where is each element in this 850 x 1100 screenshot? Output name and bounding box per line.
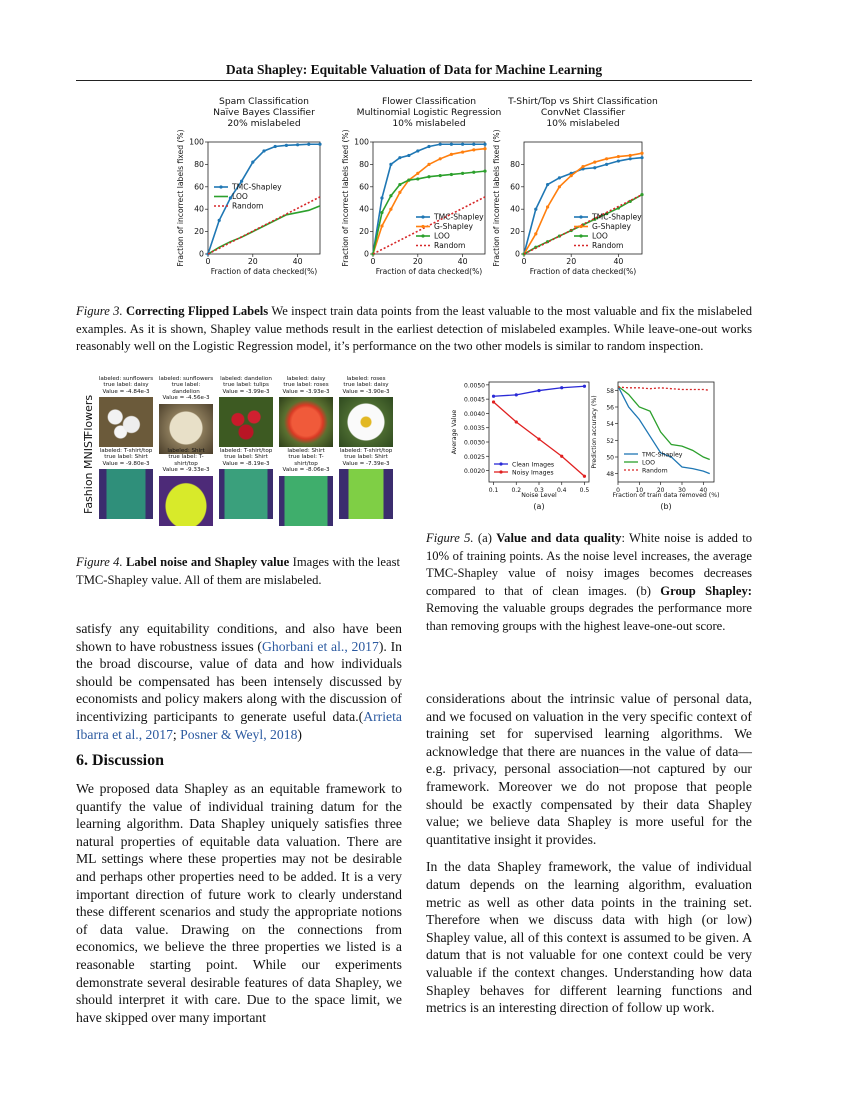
chart-1-ytick-label-1: 20 (359, 227, 369, 237)
chart-3-series-1-point-3 (560, 455, 563, 458)
chart-4-xtick-label-1: 10 (635, 487, 644, 494)
chart-3-ytick-label-6: 0.0050 (464, 382, 485, 390)
chart-1-series-0-point-4 (407, 154, 410, 157)
chart-3-xtick-label-0: 0.1 (488, 487, 499, 494)
chart-1-series-2-point-4 (407, 178, 410, 181)
chart-3-legend-marker-0 (499, 462, 502, 465)
flowers-thumb-4 (338, 376, 394, 447)
chart-0-ytick-label-4: 80 (194, 159, 204, 169)
chart-2-series-0-point-2 (546, 183, 549, 186)
fashion-thumb-4-image (339, 469, 393, 519)
flowers-thumb-2 (218, 376, 274, 447)
flowers-thumb-2-line1: labeled: dandelion (220, 376, 272, 382)
figure-5-label: Figure 5. (426, 531, 474, 545)
chart-0-legend-label-2: Random (232, 201, 264, 211)
fashion-thumb-3 (278, 448, 334, 526)
chart-0-ytick-label-0: 0 (199, 249, 204, 259)
fashion-thumb-1-line2: true label: T-shirt/top (168, 454, 204, 467)
chart-0-ylabel: Fraction of incorrect labels fixed (%) (176, 129, 185, 267)
right-paragraph-2: In the data Shapley framework, the value of individual datum depends on the learning algorithm, evaluation metric as well as other data points in the training set. Therefore when we discuss data with high (or low) Shapley value, all of this context is assumed to be given. A datum that is not valuable for one context could be very valuable if the context changes. Understanding how data Shapley behaves for different learning functions and metrics is an interesting direction of follow up work. (426, 859, 752, 1016)
fashion-thumb-2-line1: labeled: T-shirt/top (219, 448, 273, 454)
chart-0-title-line-2: 20% mislabeled (227, 118, 301, 129)
flowers-thumb-3 (278, 376, 334, 447)
chart-3-legend-marker-1 (499, 470, 502, 473)
chart-2-legend-label-3: Random (592, 241, 624, 251)
chart-1-series-2-point-8 (450, 173, 453, 176)
chart-4-ytick-label-3: 54 (606, 421, 614, 429)
chart-0-series-1-line (208, 206, 320, 254)
chart-0-series-0-point-1 (218, 219, 221, 222)
chart-0-xtick-label-1: 20 (247, 257, 258, 266)
chart-2-series-1-point-6 (593, 161, 596, 164)
chart-3-series-1-point-2 (537, 438, 540, 441)
chart-3-xtick-label-4: 0.5 (579, 487, 590, 494)
chart-2-series-0-point-1 (534, 208, 537, 211)
chart-4-ytick-label-0: 48 (606, 471, 614, 479)
chart-0-ytick-label-3: 60 (194, 182, 204, 192)
fashion-thumb-4-line1: labeled: T-shirt/top (339, 448, 393, 454)
chart-2-series-1-point-7 (605, 157, 608, 160)
fashion-thumb-1 (158, 448, 214, 526)
flowers-thumb-3-image (279, 397, 333, 447)
chart-1-series-2-point-10 (472, 171, 475, 174)
chart-1-legend-label-1: G-Shapley (434, 222, 474, 232)
figure-3-title: Correcting Flipped Labels (125, 304, 269, 318)
flowers-thumb-1-line3: Value = -4.56e-3 (162, 395, 210, 402)
chart-3-ytick-label-5: 0.0045 (464, 396, 485, 404)
citation-ghorbani[interactable]: Ghorbani et al., 2017 (261, 638, 379, 654)
chart-0-title-line-0: Spam Classification (219, 96, 309, 107)
chart-3-ytick-label-0: 0.0020 (464, 468, 485, 476)
chart-2-legend-label-1: G-Shapley (592, 222, 632, 232)
chart-3-series-0-point-3 (560, 386, 563, 389)
fashion-thumb-3-image (279, 476, 333, 526)
chart-0-ytick-label-2: 40 (194, 204, 204, 214)
chart-4-series-0-line (618, 386, 710, 474)
chart-4-legend-label-0: TMC-Shapley (642, 451, 683, 459)
chart-4-series-2-line (618, 387, 710, 390)
chart-4-legend-label-2: Random (642, 467, 668, 475)
flowers-thumb-4-line2: true label: daisy (343, 382, 389, 389)
fashion-thumb-4-line3: Value = -7.39e-3 (342, 460, 390, 467)
left-p1-text-c: ) (297, 726, 302, 742)
header-rule (76, 80, 752, 81)
chart-2-series-0-point-9 (629, 157, 632, 160)
flowers-thumb-3-line1: labeled: daisy (286, 376, 326, 382)
chart-2-title-line-1: ConvNet Classifier (540, 107, 626, 118)
chart-1-series-2-point-2 (389, 194, 392, 197)
chart-4-legend-label-1: LOO (642, 459, 655, 467)
chart-0-xtick-label-2: 40 (292, 257, 303, 266)
chart-1-legend-label-3: Random (434, 241, 466, 251)
chart-3-ytick-label-1: 0.0025 (464, 453, 485, 461)
fashion-thumb-4 (338, 448, 394, 519)
page-header: Data Shapley: Equitable Valuation of Data for Machine Learning (225, 62, 603, 77)
chart-1-series-0-point-8 (450, 143, 453, 146)
left-paragraph-1 (76, 620, 402, 743)
chart-1-xtick-label-2: 40 (457, 257, 468, 266)
fashion-thumb-1-line1: labeled: Shirt (167, 448, 205, 454)
chart-1-series-2-point-6 (427, 175, 430, 178)
chart-1-series-0-point-11 (483, 143, 486, 146)
fashion-thumb-3-line1: labeled: Shirt (287, 448, 325, 454)
chart-1-series-2-point-1 (380, 211, 383, 214)
chart-0-series-0-point-10 (318, 143, 321, 146)
chart-1-xtick-label-0: 0 (370, 257, 376, 266)
chart-4-ytick-label-5: 58 (606, 387, 614, 395)
fashion-thumb-3-line3: Value = -8.06e-3 (282, 467, 330, 474)
figure-5-pre: (a) (473, 531, 497, 545)
chart-1-series-1-point-1 (380, 224, 383, 227)
chart-2-xlabel: Fraction of data checked(%) (529, 267, 637, 276)
chart-1-title-line-0: Flower Classification (381, 96, 477, 107)
chart-0-legend-marker-0 (219, 185, 222, 188)
chart-2-series-1-point-5 (581, 165, 584, 168)
chart-2-series-0-line (524, 158, 642, 254)
fashion-thumb-0-line1: labeled: T-shirt/top (99, 448, 153, 454)
chart-1-series-1-point-3 (398, 191, 401, 194)
chart-2-series-1-point-4 (570, 174, 573, 177)
chart-1-series-1-point-10 (472, 148, 475, 151)
fashion-thumb-0-line2: true label: Shirt (104, 454, 148, 461)
left-p1-sep: ; (172, 726, 181, 742)
chart-2-legend-marker-1 (579, 225, 582, 228)
fashion-thumb-2-line2: true label: Shirt (224, 454, 268, 461)
figure-4-text: Images with the least TMC-Shapley value. All of them are mislabeled. (76, 555, 400, 587)
chart-3-ytick-label-3: 0.0035 (464, 425, 485, 433)
chart-1-series-1-point-6 (427, 163, 430, 166)
right-column (426, 690, 752, 1027)
chart-2-ytick-label-4: 80 (510, 159, 520, 169)
chart-3-series-1-point-4 (583, 475, 586, 478)
chart-4-ytick-label-4: 56 (606, 404, 614, 412)
chart-1-ytick-label-0: 0 (364, 249, 369, 259)
chart-1-series-2-point-3 (398, 183, 401, 186)
chart-2-xtick-label-1: 20 (566, 257, 577, 266)
chart-4 (591, 382, 719, 511)
chart-0-legend-label-0: TMC-Shapley (232, 182, 282, 192)
chart-1-legend-label-0: TMC-Shapley (434, 212, 484, 222)
chart-1-series-0-point-7 (439, 143, 442, 146)
row-label-fashion-mnist: Fashion MNIST (82, 434, 95, 514)
chart-2-xtick-label-2: 40 (613, 257, 624, 266)
chart-1-ytick-label-3: 60 (359, 182, 369, 192)
chart-1-series-0-point-6 (427, 145, 430, 148)
chart-2-series-1-point-3 (558, 185, 561, 188)
fashion-thumb-0 (98, 448, 154, 519)
chart-2-ylabel: Fraction of incorrect labels fixed (%) (492, 129, 501, 267)
chart-3 (451, 382, 589, 511)
chart-1-legend-label-2: LOO (434, 231, 450, 241)
chart-4-series-1-line (618, 386, 710, 459)
chart-0-ytick-label-1: 20 (194, 227, 204, 237)
chart-1-series-0-point-2 (389, 163, 392, 166)
figure-3-caption (76, 303, 752, 356)
chart-4-xtick-label-3: 30 (678, 487, 686, 494)
chart-2-legend-label-2: LOO (592, 231, 608, 241)
flowers-thumb-4-line3: Value = -3.90e-3 (342, 388, 390, 395)
chart-1-legend-marker-1 (421, 225, 424, 228)
chart-2-ytick-label-2: 40 (510, 204, 520, 214)
left-column-discussion (76, 780, 402, 1036)
flowers-thumb-0-image (99, 397, 153, 447)
chart-4-ytick-label-2: 52 (606, 437, 614, 445)
chart-1-series-2-point-11 (483, 170, 486, 173)
flowers-thumb-2-line2: true label: tulips (223, 382, 269, 389)
chart-1-series-1-point-8 (450, 153, 453, 156)
chart-1-series-1-point-2 (389, 208, 392, 211)
chart-3-xtick-label-2: 0.3 (534, 487, 544, 494)
chart-3-xtick-label-3: 0.4 (556, 487, 567, 494)
chart-3-series-0-point-0 (492, 395, 495, 398)
chart-0-ytick-label-5: 100 (189, 137, 204, 147)
chart-4-xtick-label-2: 20 (656, 487, 665, 494)
chart-2-xtick-label-0: 0 (521, 257, 527, 266)
figure-5-title-b: Group Shapley: (660, 583, 752, 598)
chart-2-legend-marker-2 (579, 234, 582, 237)
chart-4-xtick-label-4: 40 (699, 487, 708, 494)
chart-2-ytick-label-3: 60 (510, 182, 520, 192)
chart-1-series-0-point-1 (380, 196, 383, 199)
figure-5-charts (452, 372, 722, 518)
chart-1-series-2-point-5 (416, 177, 419, 180)
left-p1-text-a: satisfy any equitability conditions, and also have been shown to have robustness issues ( (76, 621, 402, 654)
chart-1 (341, 96, 501, 276)
left-paragraph-2: We proposed data Shapley as an equitable framework to quantify the value of individual training datum for the learning algorithm. Data Shapley uniquely satisfies three natural properties of equitable data valuation. There are ML settings where these properties may not be desirable and perhaps other properties need to be added. It is a very important direction of future work to clearly understand these different scenarios and study the appropriate notions of data value. Drawing on the connections from economics, we believe the three properties we listed is a reasonable starting point. While our experiments demonstrate several desirable features of data Shapley, we should interpret it with care. Due to the space limit, we have skipped over many important (76, 781, 402, 1025)
fashion-thumb-2-line3: Value = -8.19e-3 (222, 460, 270, 467)
chart-2-series-1-point-2 (546, 205, 549, 208)
chart-1-ytick-label-4: 80 (359, 159, 369, 169)
chart-2-series-0-point-6 (593, 166, 596, 169)
figure-4-title: Label noise and Shapley value (126, 555, 290, 569)
chart-1-xtick-label-1: 20 (412, 257, 423, 266)
flowers-thumb-3-line3: Value = -3.93e-3 (282, 388, 330, 395)
left-column-intro (76, 620, 402, 753)
figure-5-caption (426, 530, 752, 635)
chart-0-legend-label-1: LOO (232, 192, 248, 202)
fashion-thumb-2 (218, 448, 274, 519)
fashion-thumb-0-image (99, 469, 153, 519)
figure-4-caption (76, 554, 400, 589)
chart-4-ytick-label-1: 50 (606, 454, 614, 462)
chart-2-ytick-label-1: 20 (510, 227, 520, 237)
chart-2-series-1-point-10 (640, 152, 643, 155)
chart-3-ytick-label-4: 0.0040 (464, 410, 485, 418)
chart-1-ylabel: Fraction of incorrect labels fixed (%) (341, 129, 350, 267)
chart-2-title-line-0: T-Shirt/Top vs Shirt Classification (508, 96, 658, 107)
figure-5-title-a: Value and data quality (496, 531, 622, 545)
fashion-thumb-2-image (219, 469, 273, 519)
figure-3-label: Figure 3. (76, 304, 123, 318)
flowers-thumb-0-line1: labeled: sunflowers (98, 376, 154, 382)
fashion-thumb-1-line3: Value = -9.33e-3 (162, 467, 210, 474)
flowers-thumb-4-image (339, 397, 393, 447)
right-paragraph-1: considerations about the intrinsic value of personal data, and we focused on valuation in the very specific context of training set for supervised learning algorithms. We acknowledge that there are nuances in the value of data—e.g. privacy, personal association—not captured by our framework. Moreover we do not propose that people should be exactly compensated by their data Shapley value; we believe data Shapley is more useful for the quantitative insight it provides. (426, 691, 752, 847)
flowers-thumb-2-line3: Value = -3.99e-3 (222, 388, 270, 395)
chart-2-series-1-point-9 (629, 154, 632, 157)
chart-2-series-0-point-10 (640, 156, 643, 159)
chart-1-series-2-point-7 (439, 174, 442, 177)
chart-3-panel-label: (a) (533, 502, 545, 511)
chart-1-title-line-2: 10% mislabeled (392, 118, 466, 129)
figure-3-text: We inspect train data points from the least valuable to the most valuable and fix the mislabeled examples. As it is shown, Shapley value methods result in the earliest detection of mislabeled examples. While leave-one-out works reasonably well on the Logistic Regression model, it’s performance on the two other models is similar to random inspection. (76, 304, 753, 353)
chart-1-series-1-point-5 (416, 172, 419, 175)
chart-2-series-1-point-1 (534, 232, 537, 235)
figure-5-text-a: : White noise is added to 10% of training points. As the noise level increases, the average TMC-Shapley value of noisy images becomes decreases compared to that of clean images. (b) (426, 531, 752, 598)
chart-1-series-1-point-9 (461, 150, 464, 153)
chart-2 (492, 96, 658, 276)
row-label-flowers: Flowers (82, 394, 95, 437)
chart-4-xtick-label-0: 0 (616, 487, 620, 494)
chart-1-series-1-point-11 (483, 147, 486, 150)
flowers-thumb-1-line1: labeled: sunflowers (158, 376, 214, 382)
left-p1-text-b: ). In the broad discourse, value of data and how individuals should be compensated has been intensely discussed by economists and policy makers along with the discussion of incentivizing participants to generate useful data.( (76, 638, 402, 724)
chart-2-legend-marker-0 (579, 215, 582, 218)
chart-4-panel-label: (b) (660, 502, 672, 511)
chart-0-series-0-point-7 (285, 144, 288, 147)
flowers-thumb-0 (98, 376, 154, 447)
flowers-thumb-3-line2: true label: roses (283, 382, 329, 389)
chart-0-series-0-point-9 (307, 143, 310, 146)
flowers-thumb-4-line1: labeled: roses (346, 376, 386, 382)
chart-2-title-line-2: 10% mislabeled (546, 118, 620, 129)
fashion-thumb-0-line3: Value = -9.80e-3 (102, 460, 150, 467)
chart-1-series-1-point-7 (439, 157, 442, 160)
fashion-thumb-1-image (159, 476, 213, 526)
chart-1-series-0-point-5 (416, 149, 419, 152)
figure-4-label: Figure 4. (76, 555, 123, 569)
section-title-discussion: 6. Discussion (76, 752, 165, 769)
chart-0-title-line-1: Naïve Bayes Classifier (213, 107, 315, 118)
chart-3-series-1-point-1 (515, 420, 518, 423)
fashion-thumb-4-line2: true label: Shirt (344, 454, 388, 461)
chart-1-legend-marker-2 (421, 234, 424, 237)
chart-2-series-0-point-3 (558, 176, 561, 179)
chart-2-ytick-label-0: 0 (515, 249, 520, 259)
figure-3-charts (170, 92, 670, 280)
chart-2-legend-label-0: TMC-Shapley (592, 212, 642, 222)
figure-5-text-b: Removing the valuable groups degrades the performance more than removing groups with the highest leave-one-out score. (426, 601, 752, 633)
chart-2-series-0-point-8 (617, 159, 620, 162)
chart-4-ylabel: Prediction accuracy (%) (591, 395, 598, 469)
fashion-thumb-3-line2: true label: T-shirt/top (288, 454, 324, 467)
chart-1-xlabel: Fraction of data checked(%) (375, 267, 483, 276)
flowers-thumb-1 (158, 376, 214, 454)
chart-3-ylabel: Average Value (451, 409, 458, 455)
chart-1-series-0-point-3 (398, 156, 401, 159)
chart-0-xtick-label-0: 0 (205, 257, 211, 266)
flowers-thumb-0-line2: true label: daisy (103, 382, 149, 389)
chart-0-series-0-point-8 (296, 143, 299, 146)
chart-3-legend-label-1: Noisy Images (512, 469, 554, 477)
chart-2-series-1-point-8 (617, 155, 620, 158)
flowers-thumb-0-line3: Value = -4.84e-3 (102, 388, 150, 395)
chart-3-xlabel: Noise Level (521, 492, 557, 499)
chart-1-series-0-point-10 (472, 143, 475, 146)
chart-3-series-1-point-0 (492, 400, 495, 403)
chart-1-ytick-label-5: 100 (354, 137, 369, 147)
chart-4-xlabel: Fraction of train data removed (%) (612, 492, 720, 499)
chart-0 (176, 96, 322, 276)
chart-0-xlabel: Fraction of data checked(%) (210, 267, 318, 276)
flowers-thumb-2-image (219, 397, 273, 447)
chart-3-series-0-point-1 (515, 393, 518, 396)
chart-3-series-0-point-2 (537, 389, 540, 392)
chart-2-series-0-point-7 (605, 163, 608, 166)
chart-0-series-0-point-5 (262, 149, 265, 152)
chart-0-frame (208, 142, 320, 254)
citation-arrieta[interactable]: Arrieta Ibarra et al., 2017 (76, 708, 402, 742)
figure-4-image-grid (80, 372, 400, 520)
chart-3-ytick-label-2: 0.0030 (464, 439, 485, 447)
flowers-thumb-1-line2: true label: dandelion (171, 382, 201, 395)
chart-0-series-0-point-6 (274, 145, 277, 148)
citation-posner[interactable]: Posner & Weyl, 2018 (180, 726, 298, 742)
chart-0-series-0-point-4 (251, 161, 254, 164)
chart-3-xtick-label-1: 0.2 (511, 487, 522, 494)
chart-1-series-0-point-9 (461, 143, 464, 146)
chart-1-title-line-1: Multinomial Logistic Regression (356, 107, 502, 118)
flowers-thumb-1-image (159, 404, 213, 454)
chart-1-ytick-label-2: 40 (359, 204, 369, 214)
chart-1-legend-marker-0 (421, 215, 424, 218)
chart-0-series-0-line (208, 144, 320, 254)
chart-3-series-0-point-4 (583, 385, 586, 388)
chart-1-series-2-point-9 (461, 172, 464, 175)
chart-3-legend-label-0: Clean Images (512, 461, 555, 469)
